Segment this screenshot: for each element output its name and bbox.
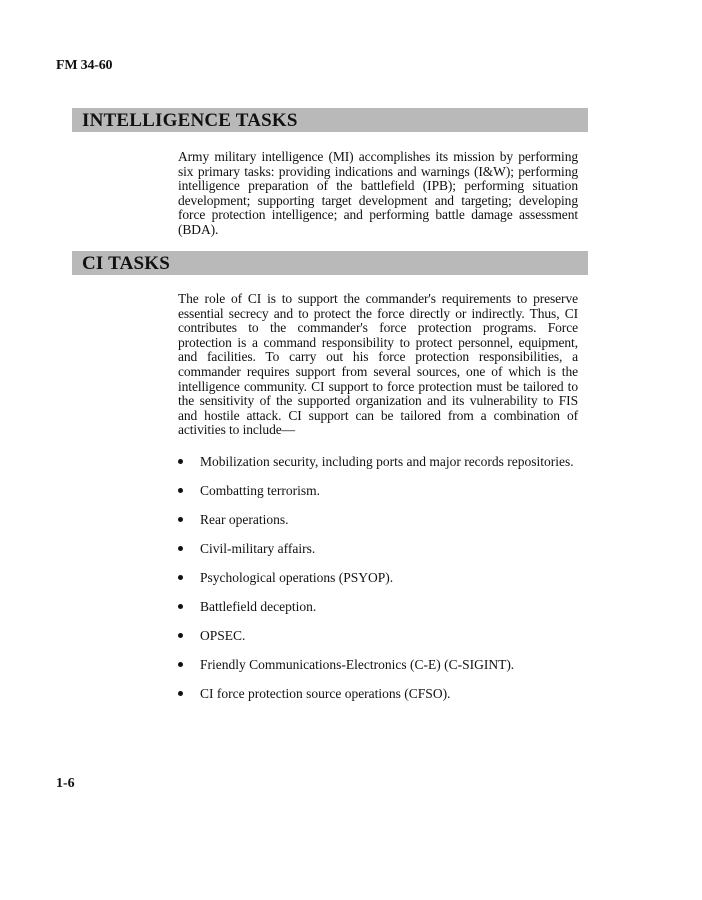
list-item-text: Rear operations.: [200, 512, 289, 527]
list-item-text: Mobilization security, including ports and major records repositories.: [200, 454, 574, 469]
section-heading-bar: [72, 108, 588, 132]
list-item: [178, 512, 598, 541]
list-item-text: OPSEC.: [200, 628, 246, 643]
ci-tasks-paragraph: The role of CI is to support the commander's requirements to preserve essential secrecy and to protect the force directly or indirectly. Thus, CI contributes to the commander's force protection programs. Force protection is a command responsibility to protect personnel, equipment, and facilities. To carry out his force protection responsibilities, a commander requires support from several sources, one of which is the intelligence community. CI support to force protection must be tailored to the sensitivity of the supported organization and its vulnerability to FIS and hostile attack. CI support can be tailored from a combination of activities to include—: [178, 291, 578, 438]
bullet-icon: [178, 691, 183, 696]
section-heading-ci-tasks: CI TASKS: [82, 253, 171, 274]
bullet-icon: [178, 517, 183, 522]
list-item-text: Psychological operations (PSYOP).: [200, 570, 394, 585]
document-id: FM 34-60: [56, 58, 113, 73]
bullet-icon: [178, 604, 183, 609]
section-heading-bar: [72, 251, 588, 275]
bullet-icon: [178, 546, 183, 551]
list-item: [178, 570, 598, 599]
list-item: [178, 541, 598, 570]
list-item: [178, 454, 598, 483]
list-item-text: Friendly Communications-Electronics (C-E) (C-SIGINT).: [200, 657, 515, 672]
list-item: [178, 628, 598, 657]
list-item-text: CI force protection source operations (CFSO).: [200, 686, 451, 701]
ci-activities-list: [178, 454, 598, 715]
list-item: [178, 599, 598, 628]
list-item-text: Battlefield deception.: [200, 599, 317, 614]
list-item-text: Combatting terrorism.: [200, 483, 320, 498]
page-number: 1-6: [56, 776, 75, 791]
bullet-icon: [178, 662, 183, 667]
bullet-icon: [178, 575, 183, 580]
bullet-icon: [178, 633, 183, 638]
list-item-text: Civil-military affairs.: [200, 541, 316, 556]
list-item: [178, 686, 598, 715]
section-heading-intelligence-tasks: INTELLIGENCE TASKS: [82, 110, 298, 131]
list-item: [178, 657, 598, 686]
list-item: [178, 483, 598, 512]
bullet-icon: [178, 488, 183, 493]
intelligence-tasks-paragraph: Army military intelligence (MI) accomplishes its mission by performing six primary tasks: providing indications and warnings (I&W); performing intelligence preparation of the battlefield (IPB); performing situation development; supporting target development and targeting; developing force protection intelligence; and performing battle damage assessment (BDA).: [178, 149, 578, 237]
bullet-icon: [178, 459, 183, 464]
